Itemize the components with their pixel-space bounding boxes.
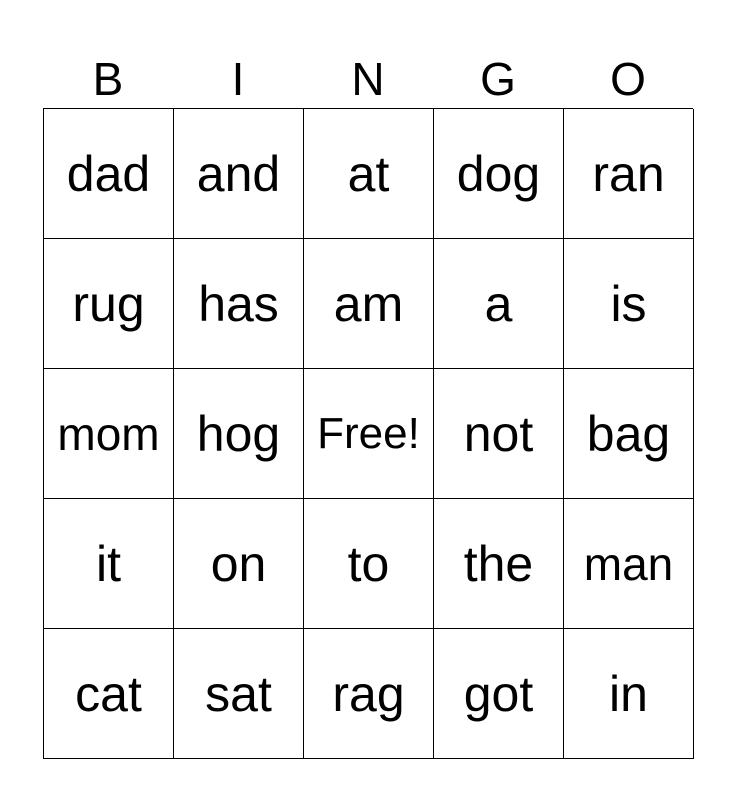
header-letter-g: G bbox=[480, 53, 516, 105]
bingo-cell[interactable]: on bbox=[174, 499, 304, 629]
bingo-cell[interactable]: is bbox=[564, 239, 694, 369]
bingo-cell[interactable]: rag bbox=[304, 629, 434, 759]
bingo-cell[interactable]: and bbox=[174, 109, 304, 239]
header-letter-o: O bbox=[610, 53, 646, 105]
bingo-grid bbox=[43, 108, 693, 759]
bingo-cell[interactable]: a bbox=[434, 239, 564, 369]
bingo-cell[interactable]: ran bbox=[564, 109, 694, 239]
bingo-cell[interactable]: has bbox=[174, 239, 304, 369]
bingo-cell[interactable]: cat bbox=[44, 629, 174, 759]
bingo-cell[interactable]: dog bbox=[434, 109, 564, 239]
bingo-cell[interactable]: it bbox=[44, 499, 174, 629]
header-letter-b: B bbox=[92, 53, 124, 105]
bingo-cell[interactable]: bag bbox=[564, 369, 694, 499]
bingo-header bbox=[43, 46, 693, 108]
header-letter-i: I bbox=[231, 53, 245, 105]
bingo-cell[interactable]: at bbox=[304, 109, 434, 239]
bingo-cell[interactable]: dad bbox=[44, 109, 174, 239]
bingo-cell[interactable]: the bbox=[434, 499, 564, 629]
bingo-cell[interactable]: sat bbox=[174, 629, 304, 759]
bingo-cell[interactable]: am bbox=[304, 239, 434, 369]
bingo-cell[interactable]: to bbox=[304, 499, 434, 629]
header-letter-n: N bbox=[351, 53, 385, 105]
bingo-cell[interactable]: hog bbox=[174, 369, 304, 499]
bingo-cell[interactable]: man bbox=[564, 499, 694, 629]
bingo-cell[interactable]: got bbox=[434, 629, 564, 759]
bingo-card bbox=[43, 46, 693, 759]
bingo-cell[interactable]: mom bbox=[44, 369, 174, 499]
bingo-cell[interactable]: in bbox=[564, 629, 694, 759]
bingo-cell[interactable]: not bbox=[434, 369, 564, 499]
bingo-cell[interactable]: rug bbox=[44, 239, 174, 369]
free-space-cell[interactable]: Free! bbox=[304, 369, 434, 499]
